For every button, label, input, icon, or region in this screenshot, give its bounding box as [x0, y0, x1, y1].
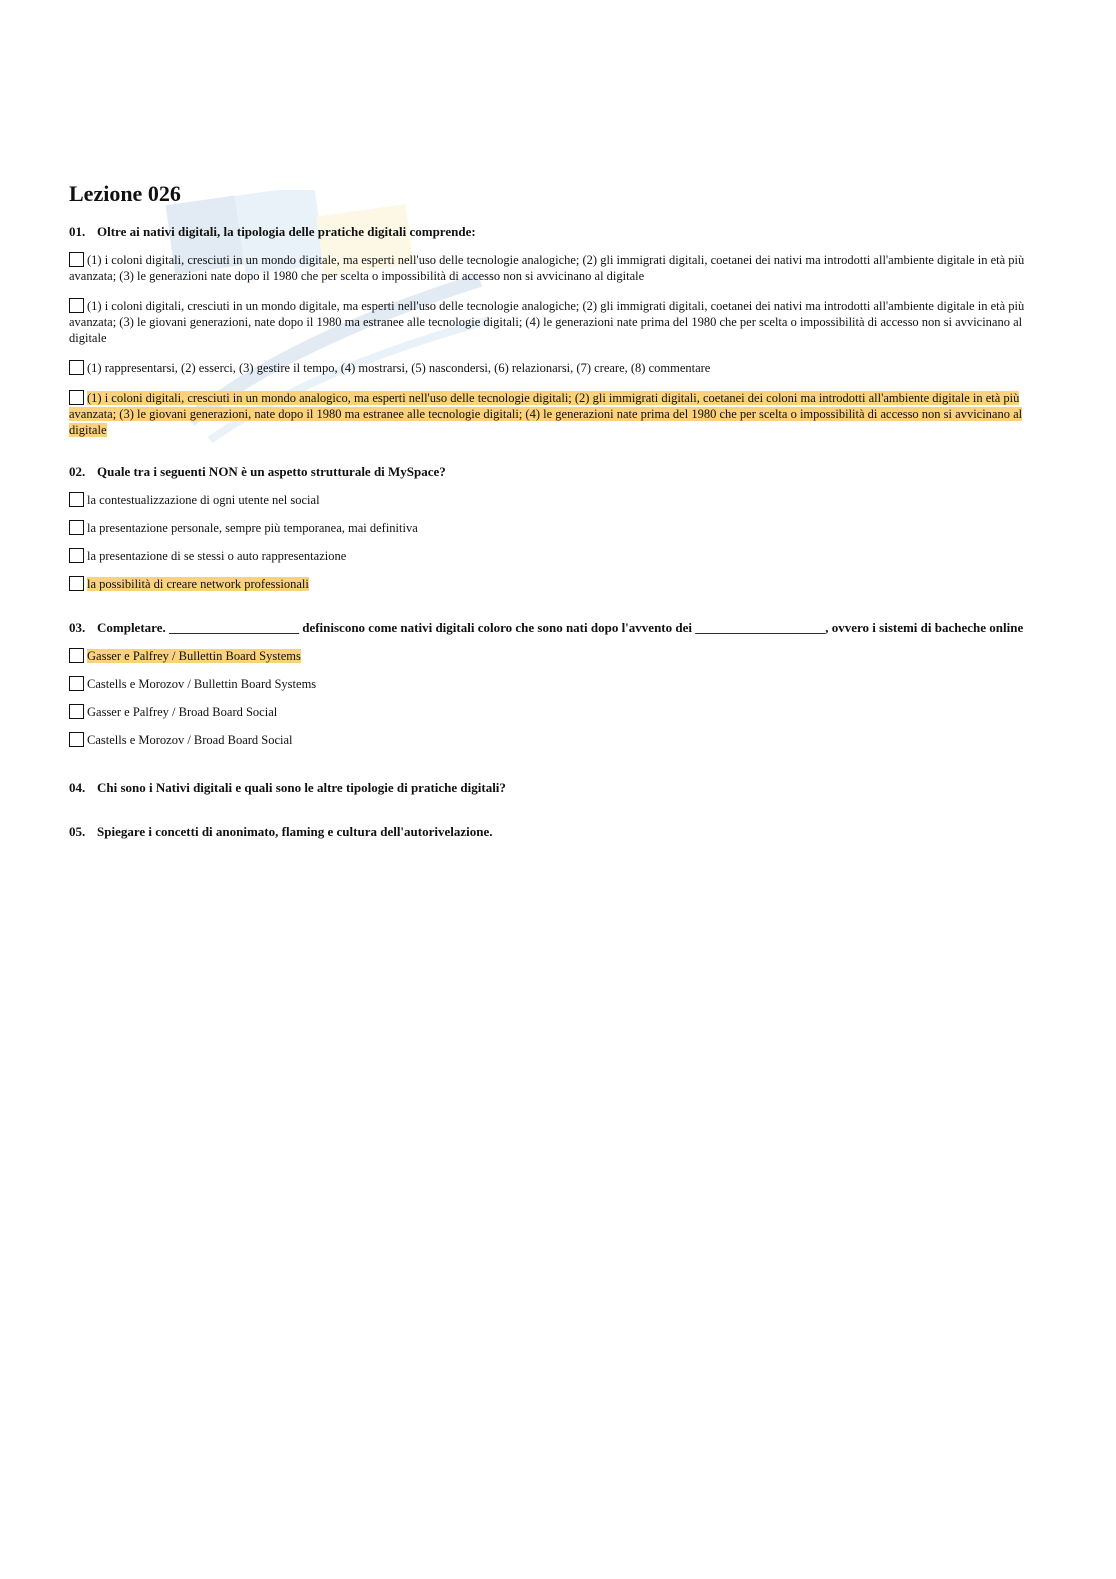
checkbox[interactable] — [69, 492, 84, 507]
option-text: (1) i coloni digitali, cresciuti in un mondo digitale, ma esperti nell'uso delle tecnologie analogiche; (2) gli immigrati digitali, coetanei dei nativi ma introdotti all'ambiente digitale in età più avanzata; (3) le generazioni nate dopo il 1980 che per scelta o impossibilità di accesso non si avvicinano al digitale — [69, 253, 1025, 283]
answer-option[interactable] — [69, 252, 1039, 284]
document-body — [69, 180, 1039, 868]
checkbox[interactable] — [69, 676, 84, 691]
checkbox[interactable] — [69, 390, 84, 405]
answer-option-correct[interactable] — [69, 648, 1039, 664]
checkbox[interactable] — [69, 298, 84, 313]
question-title — [69, 464, 1039, 480]
answer-option[interactable] — [69, 676, 1039, 692]
checkbox[interactable] — [69, 704, 84, 719]
question-5 — [69, 824, 1039, 840]
question-title — [69, 224, 1039, 240]
answer-option[interactable] — [69, 360, 1039, 376]
question-text: Spiegare i concetti di anonimato, flaming e cultura dell'autorivelazione. — [97, 824, 493, 839]
question-2 — [69, 464, 1039, 592]
question-number: 03. — [69, 620, 86, 635]
question-text: Quale tra i seguenti NON è un aspetto strutturale di MySpace? — [97, 464, 446, 479]
option-text: la presentazione di se stessi o auto rappresentazione — [87, 549, 347, 563]
option-text: (1) i coloni digitali, cresciuti in un mondo digitale, ma esperti nell'uso delle tecnologie analogiche; (2) gli immigrati digitali, coetanei dei nativi ma introdotti all'ambiente digitale in età più avanzata; (3) le giovani generazioni, nate dopo il 1980 ma estranee alle tecnologie digitali; (4) le generazioni nate prima del 1980 che per scelta o impossibilità di accesso non si avvicinano al digitale — [69, 299, 1025, 345]
option-text: Castells e Morozov / Bullettin Board Systems — [87, 677, 317, 691]
answer-option[interactable] — [69, 704, 1039, 720]
highlighted-option-text: la possibilità di creare network professionali — [87, 577, 309, 591]
question-title — [69, 620, 1039, 636]
option-text: Castells e Morozov / Broad Board Social — [87, 733, 293, 747]
checkbox[interactable] — [69, 360, 84, 375]
lesson-title: Lezione 026 — [69, 181, 181, 206]
checkbox[interactable] — [69, 732, 84, 747]
checkbox[interactable] — [69, 648, 84, 663]
answer-option[interactable] — [69, 732, 1039, 748]
answer-option[interactable] — [69, 520, 1039, 536]
question-number: 02. — [69, 464, 86, 479]
checkbox[interactable] — [69, 520, 84, 535]
answer-option[interactable] — [69, 492, 1039, 508]
question-number: 05. — [69, 824, 86, 839]
option-text: Gasser e Palfrey / Broad Board Social — [87, 705, 278, 719]
question-text: Chi sono i Nativi digitali e quali sono le altre tipologie di pratiche digitali? — [97, 780, 506, 795]
option-text: la contestualizzazione di ogni utente nel social — [87, 493, 320, 507]
answer-option-correct[interactable] — [69, 390, 1039, 438]
question-text: Oltre ai nativi digitali, la tipologia delle pratiche digitali comprende: — [97, 224, 476, 239]
highlighted-option-text: Gasser e Palfrey / Bullettin Board Systems — [87, 649, 301, 663]
checkbox[interactable] — [69, 548, 84, 563]
checkbox[interactable] — [69, 252, 84, 267]
question-number: 04. — [69, 780, 86, 795]
question-1 — [69, 224, 1039, 438]
question-number: 01. — [69, 224, 86, 239]
option-text: (1) rappresentarsi, (2) esserci, (3) gestire il tempo, (4) mostrarsi, (5) nascondersi, (6) relazionarsi, (7) creare, (8) commentare — [87, 361, 711, 375]
question-4 — [69, 780, 1039, 796]
question-text: Completare. ____________________ definiscono come nativi digitali coloro che sono nati dopo l'avvento dei ____________________, ovvero i sistemi di bacheche online — [97, 620, 1024, 635]
answer-option-correct[interactable] — [69, 576, 1039, 592]
question-3 — [69, 620, 1039, 748]
highlighted-option-text: (1) i coloni digitali, cresciuti in un mondo analogico, ma esperti nell'uso delle tecnologie digitali; (2) gli immigrati digitali, coetanei dei coloni ma introdotti all'ambiente digitale in età più avanzata; (3) le giovani generazioni, nate dopo il 1980 ma estranee alle tecnologie digitali; (4) le generazioni nate prima del 1980 che per scelta o impossibilità di accesso non si avvicinano al digitale — [69, 391, 1023, 437]
answer-option[interactable] — [69, 548, 1039, 564]
checkbox[interactable] — [69, 576, 84, 591]
option-text: la presentazione personale, sempre più temporanea, mai definitiva — [87, 521, 418, 535]
answer-option[interactable] — [69, 298, 1039, 346]
